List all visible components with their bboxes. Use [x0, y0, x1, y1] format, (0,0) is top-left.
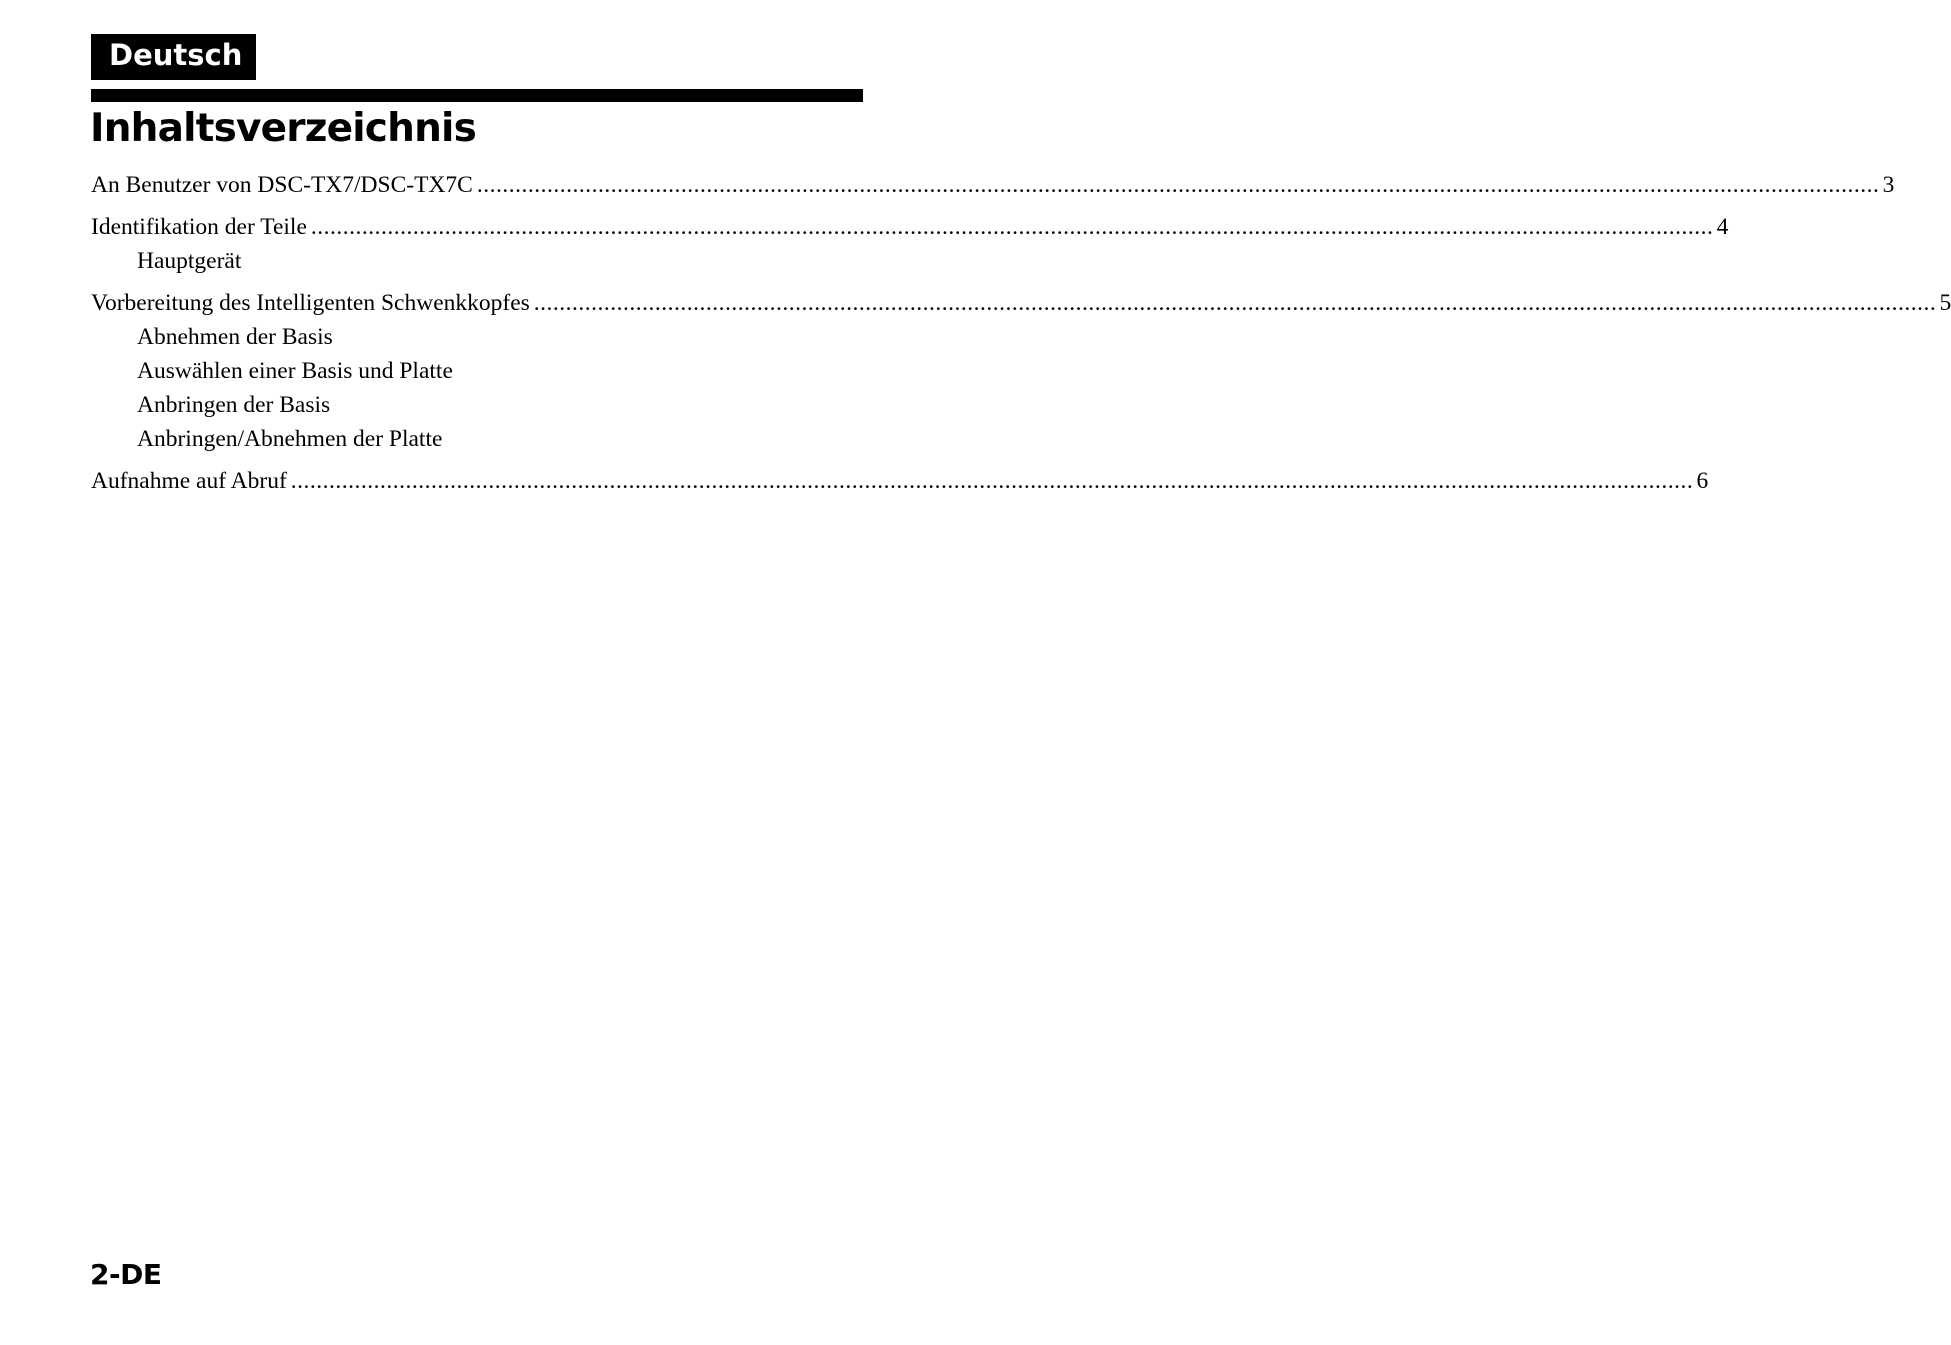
toc-page-number: 5	[1939, 290, 1951, 316]
page-title: Inhaltsverzeichnis	[90, 106, 477, 151]
toc-entry-label: Identifikation der Teile	[91, 214, 307, 240]
toc-dot-leader: ............................................................................................................................................................................................................................	[310, 214, 1714, 240]
toc-entry-label: Vorbereitung des Intelligenten Schwenkkopfes	[91, 290, 530, 316]
toc-entry-label: An Benutzer von DSC-TX7/DSC-TX7C	[91, 172, 473, 198]
toc-page-number: 4	[1716, 214, 1729, 240]
toc-section-3	[91, 286, 1951, 456]
toc-subentry[interactable]: Anbringen/Abnehmen der Platte	[137, 426, 443, 452]
toc-page-number: 6	[1696, 468, 1709, 494]
toc-dot-leader: ............................................................................................................................................................................................................................	[476, 172, 1880, 198]
toc-entry[interactable]	[91, 286, 1951, 320]
table-of-contents	[91, 168, 1951, 506]
toc-page-number: 3	[1882, 172, 1895, 198]
toc-dot-leader: ............................................................................................................................................................................................................................	[533, 290, 1937, 316]
toc-section-4	[91, 464, 1709, 498]
toc-subentry[interactable]: Anbringen der Basis	[137, 392, 331, 418]
toc-entry-label: Aufnahme auf Abruf	[91, 468, 287, 494]
toc-dot-leader: ............................................................................................................................................................................................................................	[290, 468, 1694, 494]
header-rule	[91, 89, 863, 102]
toc-section-1	[91, 168, 1895, 202]
toc-subentry[interactable]: Auswählen einer Basis und Platte	[137, 358, 453, 384]
toc-section-2	[91, 210, 1729, 278]
toc-entry[interactable]	[91, 210, 1729, 244]
toc-subentry[interactable]: Hauptgerät	[137, 248, 242, 274]
language-tab: Deutsch	[91, 34, 256, 80]
toc-entry[interactable]	[91, 464, 1709, 498]
toc-subentry[interactable]: Abnehmen der Basis	[137, 324, 333, 350]
toc-entry[interactable]	[91, 168, 1895, 202]
page-number: 2-DE	[90, 1258, 162, 1291]
